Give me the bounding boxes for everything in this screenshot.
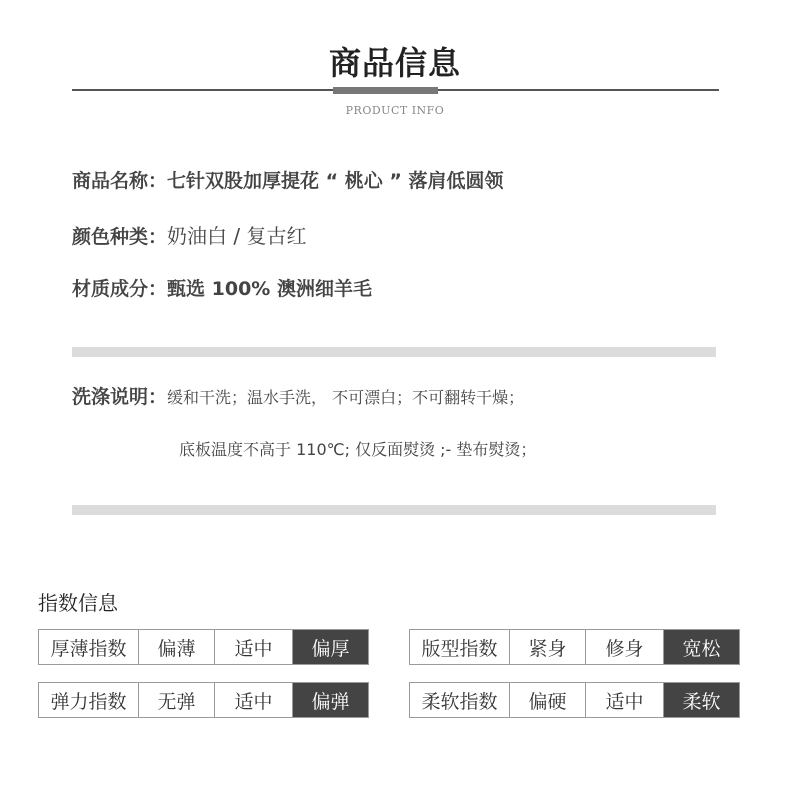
page-title: 商品信息 [328, 44, 461, 82]
material-row [72, 274, 372, 301]
color-label: 颜色种类： [72, 226, 168, 248]
product-name-label: 商品名称： [72, 170, 168, 192]
index-option: 无弹 [139, 683, 215, 718]
index-name: 柔软指数 [410, 683, 510, 718]
index-option: 偏薄 [139, 630, 215, 665]
index-option: 适中 [215, 683, 293, 718]
material-value: 甄选 100% 澳洲细羊毛 [167, 278, 372, 300]
index-name: 弹力指数 [39, 683, 139, 718]
elasticity-index-table [38, 682, 369, 718]
page-subtitle: PRODUCT INFO [345, 104, 445, 117]
title-accent-bar [333, 87, 438, 94]
thickness-index-table [38, 629, 369, 665]
index-option-selected: 偏厚 [293, 630, 369, 665]
care-label: 洗涤说明： [72, 386, 168, 408]
care-line-1: 缓和干洗；温水手洗， 不可漂白；不可翻转干燥； [167, 388, 525, 407]
color-row [72, 220, 306, 249]
color-value: 奶油白 / 复古红 [167, 224, 307, 248]
index-option-selected: 宽松 [664, 630, 740, 665]
index-option: 紧身 [510, 630, 586, 665]
fit-index-table [409, 629, 740, 665]
material-label: 材质成分： [72, 278, 168, 300]
index-option: 适中 [215, 630, 293, 665]
index-option: 适中 [586, 683, 664, 718]
index-name: 版型指数 [410, 630, 510, 665]
care-instructions [72, 382, 524, 409]
index-option: 偏硬 [510, 683, 586, 718]
softness-index-table [409, 682, 740, 718]
care-line-2: 底板温度不高于 110℃; 仅反面熨烫 ;- 垫布熨烫； [179, 440, 537, 459]
product-name-value: 七针双股加厚提花 “ 桃心 ” 落肩低圆领 [167, 170, 504, 192]
index-option-selected: 柔软 [664, 683, 740, 718]
section-divider [72, 505, 716, 515]
index-option: 修身 [586, 630, 664, 665]
index-heading: 指数信息 [38, 591, 118, 615]
product-name-row [72, 166, 503, 193]
section-divider [72, 347, 716, 357]
index-option-selected: 偏弹 [293, 683, 369, 718]
index-name: 厚薄指数 [39, 630, 139, 665]
